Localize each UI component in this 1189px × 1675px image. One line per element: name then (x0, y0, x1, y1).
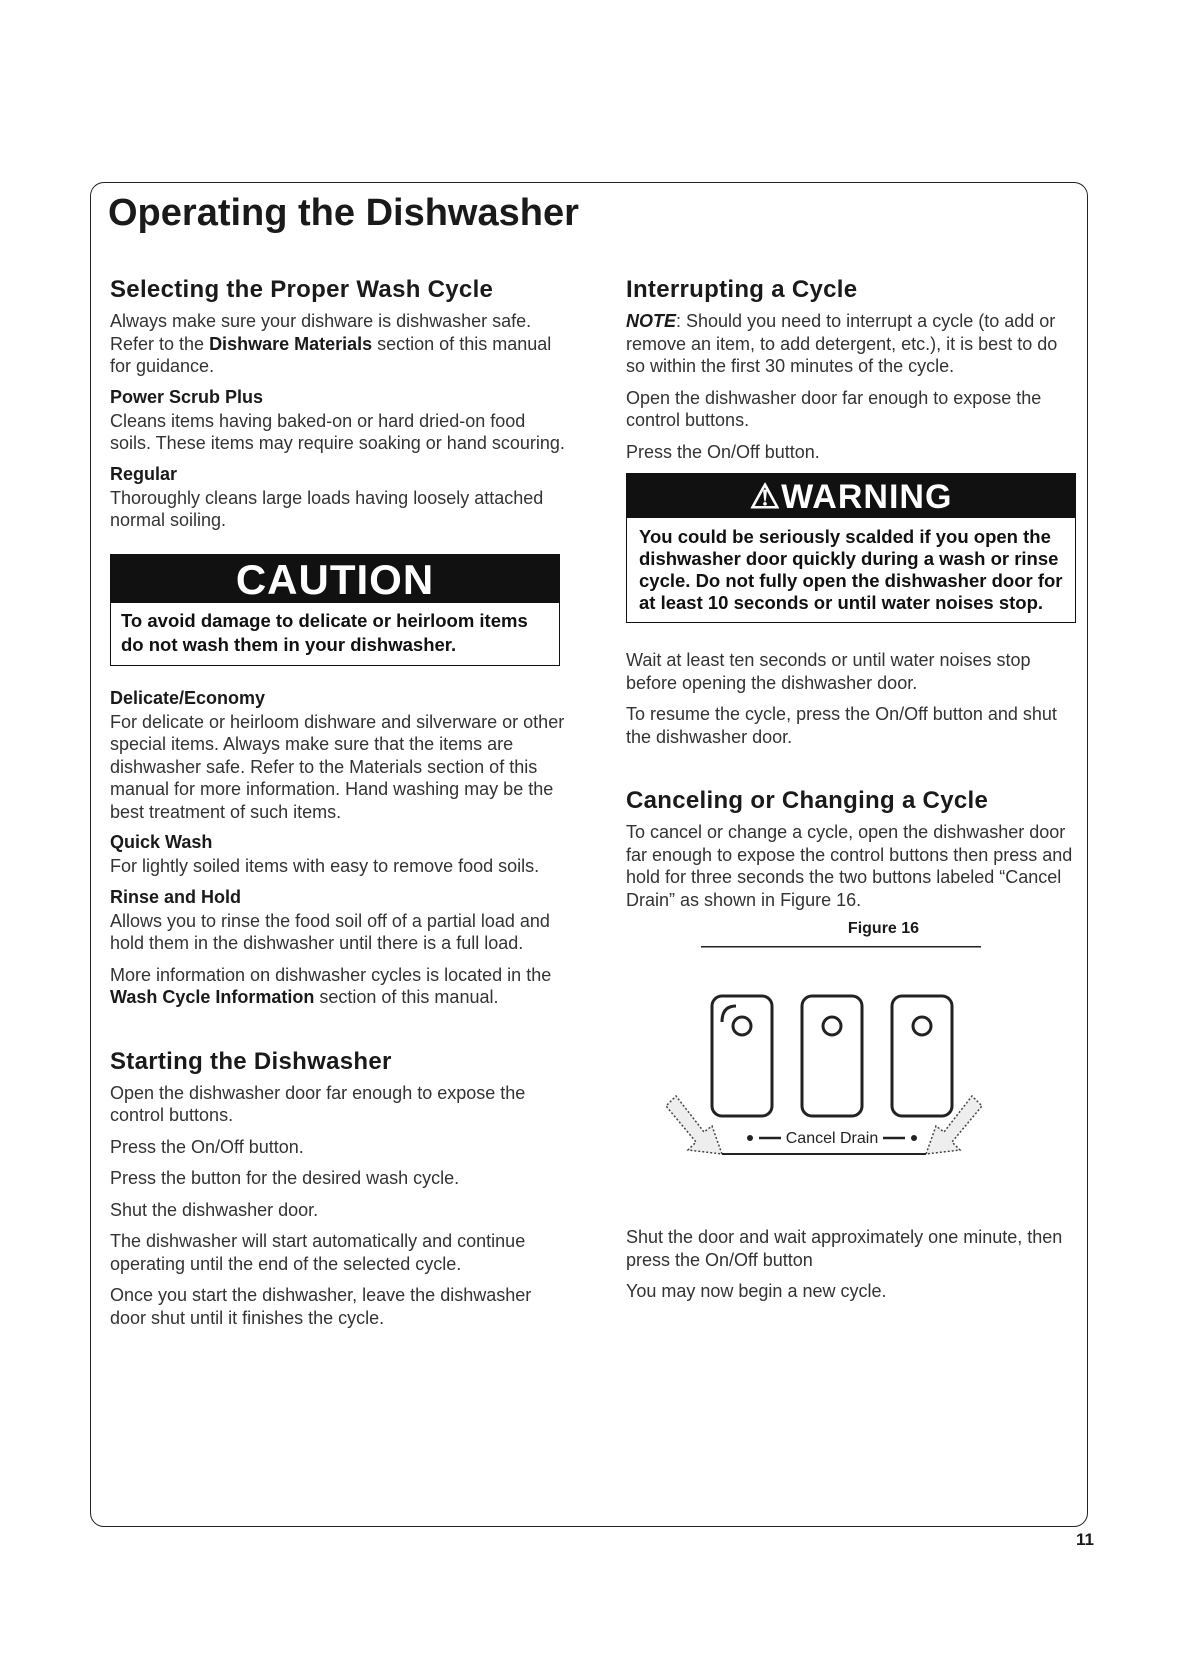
interrupting-step-2: Press the On/Off button. (626, 441, 820, 462)
caution-text: To avoid damage to delicate or heirloom items do not wash them in your dishwasher. (121, 609, 528, 655)
interrupting-step-1: Open the dishwasher door far enough to expose the control buttons. (626, 387, 1042, 430)
warning-header: ⚠WARNING (627, 474, 1075, 518)
warning-box (626, 473, 1076, 623)
starting-step-5: The dishwasher will start automatically and continue operating until the end of the selected cycle. (110, 1231, 526, 1274)
interrupting-note: NOTE: Should you need to interrupt a cycle (to add or remove an item, to add detergent, etc.), it is best to do so within the first 30 minutes of the cycle. (626, 311, 1058, 376)
selecting-intro: Always make sure your dishware is dishwasher safe. Refer to the Dishware Materials section of this manual for guidance. (110, 311, 552, 376)
starting-step-6: Once you start the dishwasher, leave the dishwasher door shut until it finishes the cycle. (110, 1285, 532, 1328)
button-2-indicator (823, 1017, 841, 1035)
caution-box (110, 554, 560, 666)
starting-step-4: Shut the dishwasher door. (110, 1199, 319, 1220)
power-scrub-title: Power Scrub Plus (110, 386, 264, 407)
section-heading-interrupting: Interrupting a Cycle (626, 276, 858, 303)
section-heading-canceling: Canceling or Changing a Cycle (626, 787, 989, 814)
control-panel-illustration (626, 946, 1081, 1196)
shut-door-text: Shut the door and wait approximately one minute, then press the On/Off button (626, 1227, 1063, 1270)
left-column (110, 276, 565, 1338)
rinse-hold-title: Rinse and Hold (110, 886, 242, 907)
figure-16 (626, 946, 1081, 1226)
more-info-text: More information on dishwasher cycles is located in the Wash Cycle Information section of this manual. (110, 964, 552, 1007)
button-1-indicator (733, 1017, 751, 1035)
cancel-drain-label: Cancel Drain (785, 1130, 879, 1147)
canceling-text: To cancel or change a cycle, open the dishwasher door far enough to expose the control buttons then press and hold for three seconds the two buttons labeled “Cancel Drain” as shown in Figure 16. (626, 822, 1073, 910)
cancel-dot-left (747, 1135, 753, 1141)
quick-wash-title: Quick Wash (110, 832, 213, 852)
delicate-title: Delicate/Economy (110, 687, 266, 708)
arrow-left-icon (666, 1096, 722, 1154)
regular-text: Thoroughly cleans large loads having loosely attached normal soiling. (110, 487, 544, 530)
control-button-2 (802, 996, 862, 1116)
new-cycle-text: You may now begin a new cycle. (626, 1281, 887, 1301)
right-column (626, 276, 1081, 1312)
warning-text: You could be seriously scalded if you open the dishwasher door quickly during a wash or rinse cycle. Do not fully open the dishwasher door for at least 10 seconds or until water noises stop. (639, 526, 1063, 613)
control-button-3 (892, 996, 952, 1116)
regular-title: Regular (110, 463, 178, 484)
cancel-dot-right (911, 1135, 917, 1141)
quick-wash-text: For lightly soiled items with easy to remove food soils. (110, 856, 540, 876)
resume-text: To resume the cycle, press the On/Off button and shut the dishwasher door. (626, 704, 1057, 747)
section-heading-starting: Starting the Dishwasher (110, 1047, 392, 1075)
caution-header: CAUTION (111, 555, 559, 603)
control-button-1 (712, 996, 772, 1116)
wait-text: Wait at least ten seconds or until water noises stop before opening the dishwasher door. (626, 650, 1031, 693)
arrow-right-icon (926, 1096, 982, 1154)
button-3-indicator (913, 1017, 931, 1035)
starting-step-2: Press the On/Off button. (110, 1136, 304, 1157)
figure-caption: Figure 16 (847, 920, 920, 937)
page-title: Operating the Dishwasher (108, 192, 579, 234)
power-scrub-text: Cleans items having baked-on or hard dried-on food soils. These items may require soaking or hand scouring. (110, 410, 565, 453)
delicate-text: For delicate or heirloom dishware and silverware or other special items. Always make sure that the items are dishwasher safe. Refer to the Materials section of this manual for more information. Hand washing may be the best treatment of such items. (110, 711, 565, 822)
page-number: 11 (1076, 1530, 1094, 1549)
starting-step-3: Press the button for the desired wash cycle. (110, 1168, 460, 1188)
rinse-hold-text: Allows you to rinse the food soil off of a partial load and hold them in the dishwasher until there is a full load. (110, 910, 550, 953)
starting-step-1: Open the dishwasher door far enough to expose the control buttons. (110, 1082, 526, 1125)
section-heading-selecting: Selecting the Proper Wash Cycle (110, 276, 494, 303)
